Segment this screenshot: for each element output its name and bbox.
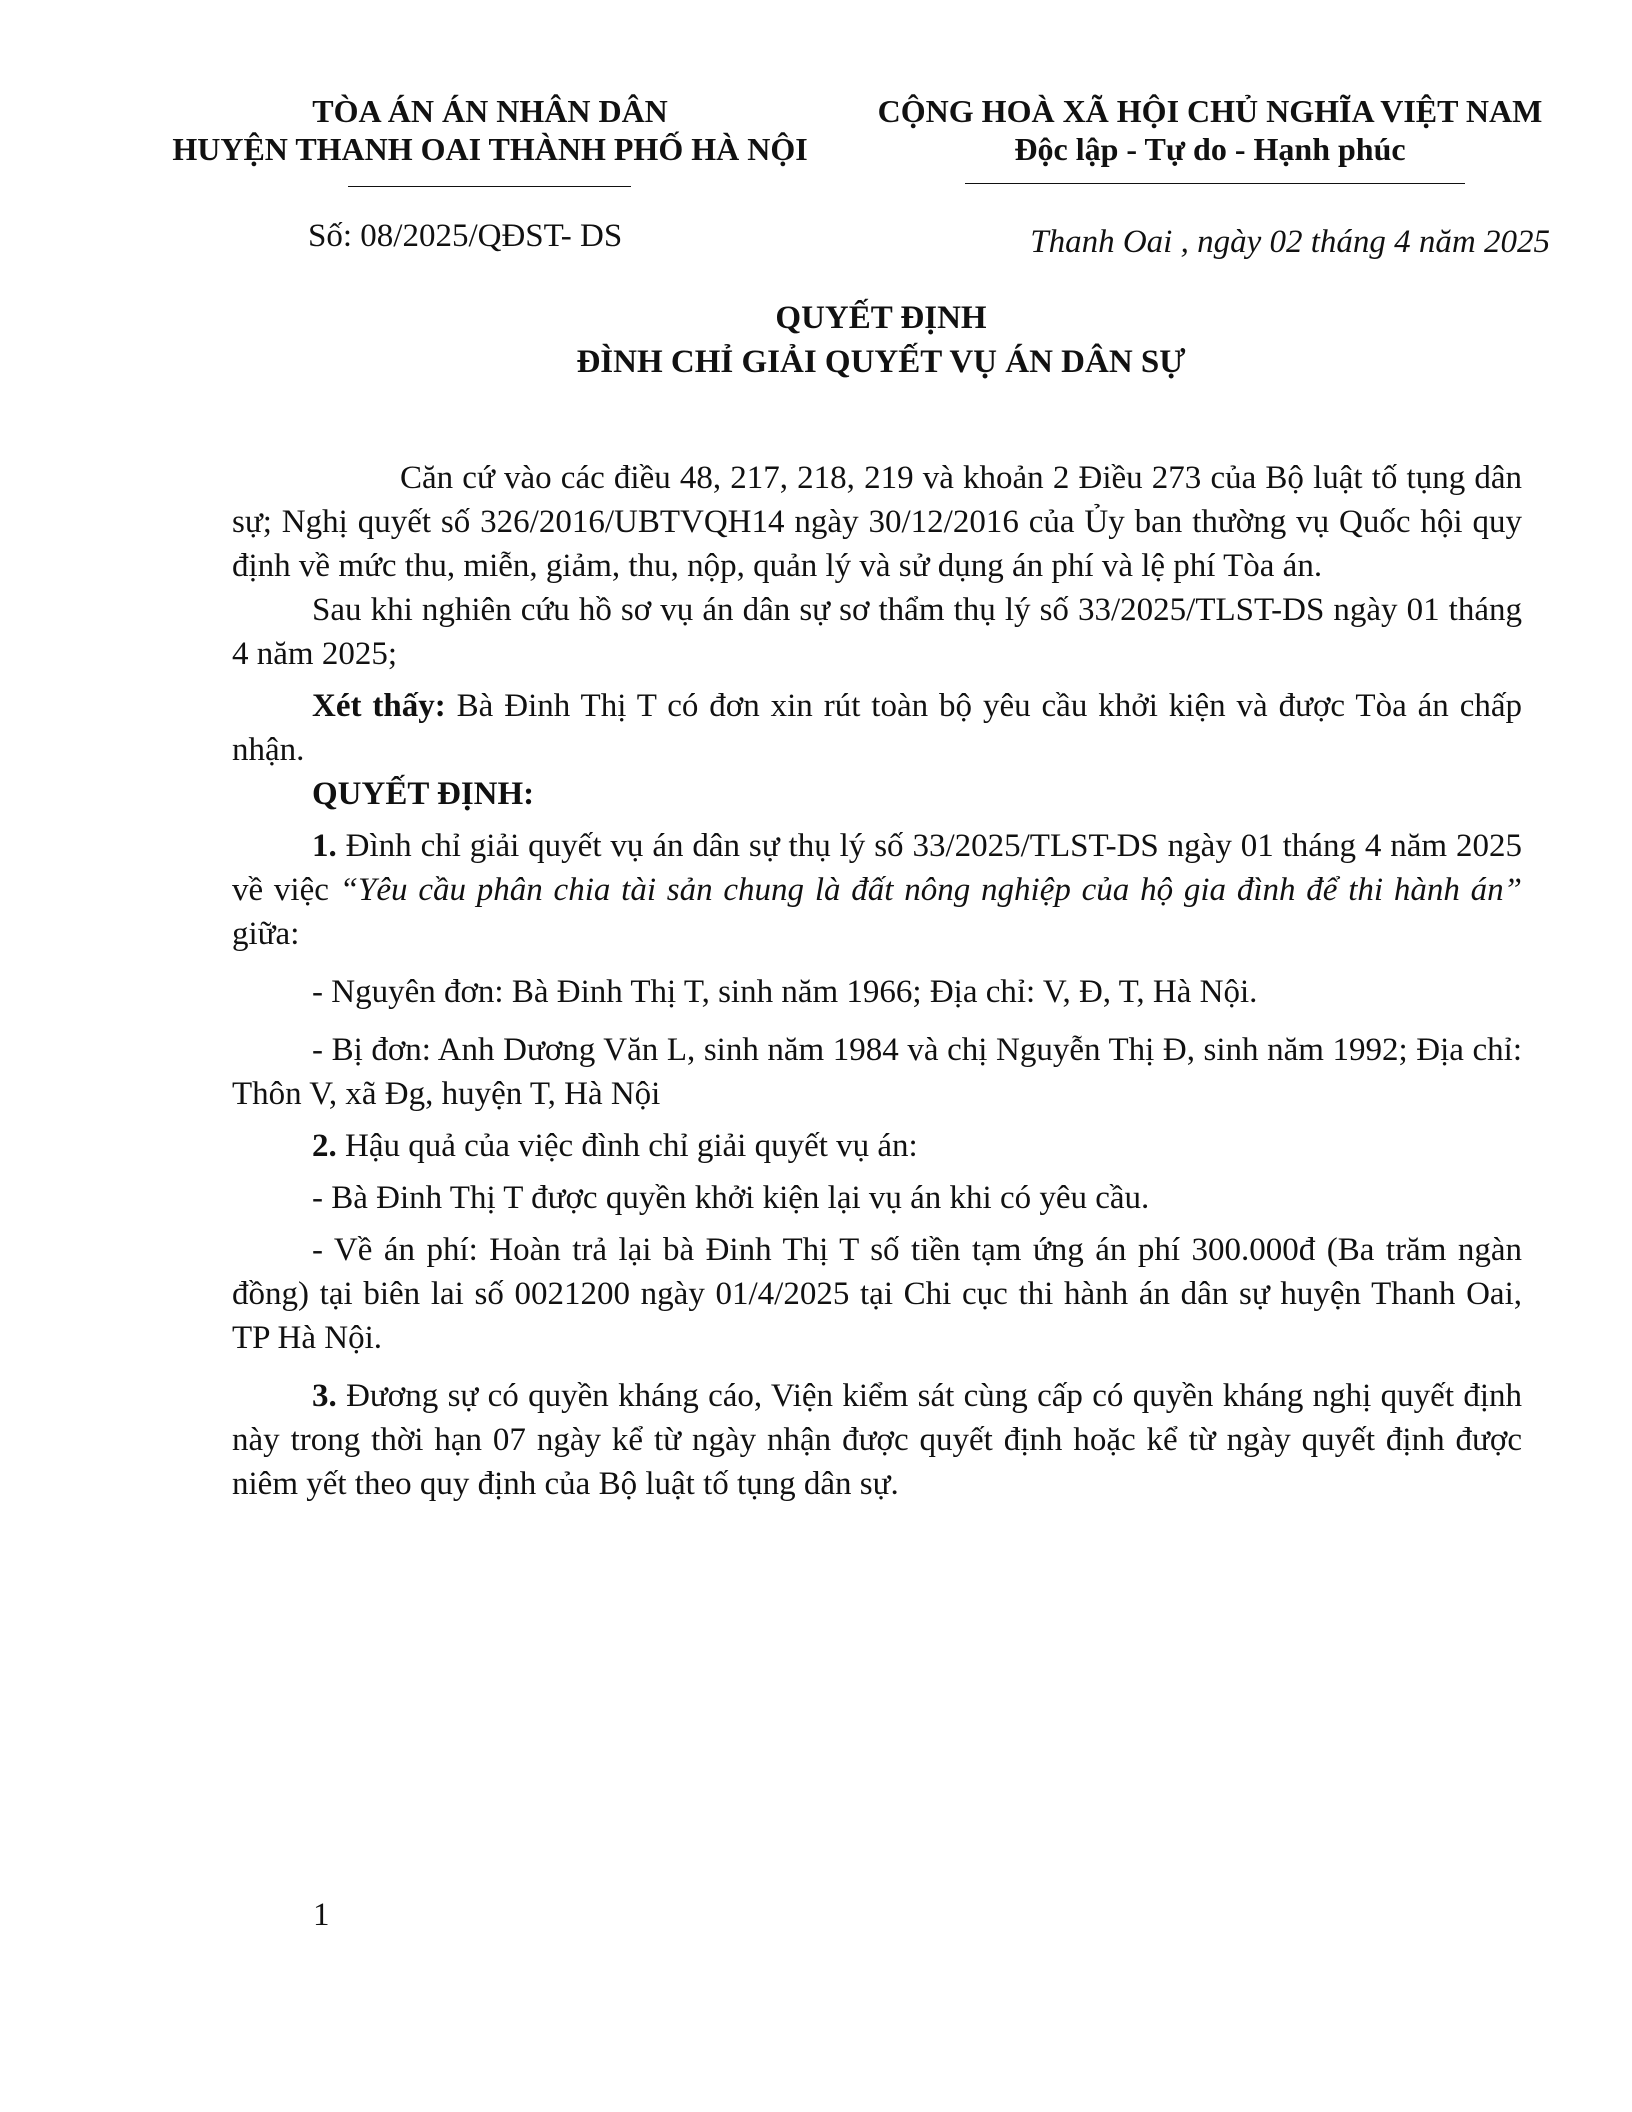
legal-basis-paragraph: Căn cứ vào các điều 48, 217, 218, 219 và khoản 2 Điều 273 của Bộ luật tố tụng dân sự; Nghị quyết số 326/2016/UBTVQH14 ngày 30/12/2016 của Ủy ban thường vụ Quốc hội quy định về mức thu, miễn, giảm, thu, nộp, quản lý và sử dụng án phí và lệ phí Tòa án. — [232, 460, 1522, 584]
consideration-text: Bà Đinh Thị T có đơn xin rút toàn bộ yêu cầu khởi kiện và được Tòa án chấp nhận. — [232, 688, 1522, 768]
title-line1: QUYẾT ĐỊNH — [775, 300, 987, 336]
court-name-line1: TÒA ÁN ÁN NHÂN DÂN — [312, 93, 668, 129]
decision-item-1 — [232, 824, 1522, 956]
document-date: Thanh Oai , ngày 02 tháng 4 năm 2025 — [1030, 224, 1550, 260]
court-name-line2: HUYỆN THANH OAI THÀNH PHỐ HÀ NỘI — [172, 131, 808, 167]
national-motto-underline — [965, 183, 1465, 184]
title-line2: ĐÌNH CHỈ GIẢI QUYẾT VỤ ÁN DÂN SỰ — [576, 344, 1186, 380]
national-name: CỘNG HOÀ XÃ HỘI CHỦ NGHĨA VIỆT NAM — [877, 93, 1543, 129]
item-2-consequence-b: - Về án phí: Hoàn trả lại bà Đinh Thị T số tiền tạm ứng án phí 300.000đ (Ba trăm ngàn đồng) tại biên lai số 0021200 ngày 01/4/2025 tại Chi cục thi hành án dân sự huyện Thanh Oai, TP Hà Nội. — [232, 1232, 1522, 1356]
item-2-consequence-a: - Bà Đinh Thị T được quyền khởi kiện lại vụ án khi có yêu cầu. — [312, 1180, 1150, 1216]
plaintiff-line: - Nguyên đơn: Bà Đinh Thị T, sinh năm 1966; Địa chỉ: V, Đ, T, Hà Nội. — [312, 974, 1258, 1010]
item-3-text: Đương sự có quyền kháng cáo, Viện kiểm sát cùng cấp có quyền kháng nghị quyết định này trong thời hạn 07 ngày kể từ ngày nhận được quyết định hoặc kể từ ngày quyết định được niêm yết theo quy định của Bộ luật tố tụng dân sự. — [232, 1378, 1522, 1502]
document-body — [232, 456, 1522, 1506]
consideration-paragraph — [232, 684, 1522, 772]
defendant-line: - Bị đơn: Anh Dương Văn L, sinh năm 1984 và chị Nguyễn Thị Đ, sinh năm 1992; Địa chỉ: Thôn V, xã Đg, huyện T, Hà Nội — [232, 1032, 1522, 1112]
page-number: 1 — [313, 1897, 330, 1933]
review-paragraph: Sau khi nghiên cứu hồ sơ vụ án dân sự sơ thẩm thụ lý số 33/2025/TLST-DS ngày 01 tháng 4 năm 2025; — [232, 592, 1522, 672]
item-1-text: Đình chỉ giải quyết vụ án dân sự thụ lý số 33/2025/TLST-DS ngày 01 tháng 4 năm 2025 về việc — [232, 828, 1522, 908]
item-1-tail: giữa: — [232, 916, 300, 952]
item-2-number: 2. — [312, 1128, 337, 1164]
national-motto-block — [860, 92, 1560, 168]
court-name-block — [120, 92, 860, 168]
national-motto: Độc lập - Tự do - Hạnh phúc — [1014, 131, 1406, 167]
document-number: Số: 08/2025/QĐST- DS — [308, 218, 623, 254]
item-3-number: 3. — [312, 1378, 337, 1414]
decision-heading: QUYẾT ĐỊNH: — [312, 776, 535, 812]
item-1-number: 1. — [312, 828, 337, 864]
document-title — [0, 296, 1632, 384]
court-name-underline — [348, 186, 631, 187]
item-1-case-title: “Yêu cầu phân chia tài sản chung là đất nông nghiệp của hộ gia đình để thi hành án” — [339, 872, 1522, 908]
item-2-text: Hậu quả của việc đình chỉ giải quyết vụ án: — [336, 1128, 918, 1164]
consideration-label: Xét thấy: — [312, 688, 446, 724]
decision-item-2 — [232, 1124, 1522, 1168]
decision-item-3 — [232, 1374, 1522, 1506]
